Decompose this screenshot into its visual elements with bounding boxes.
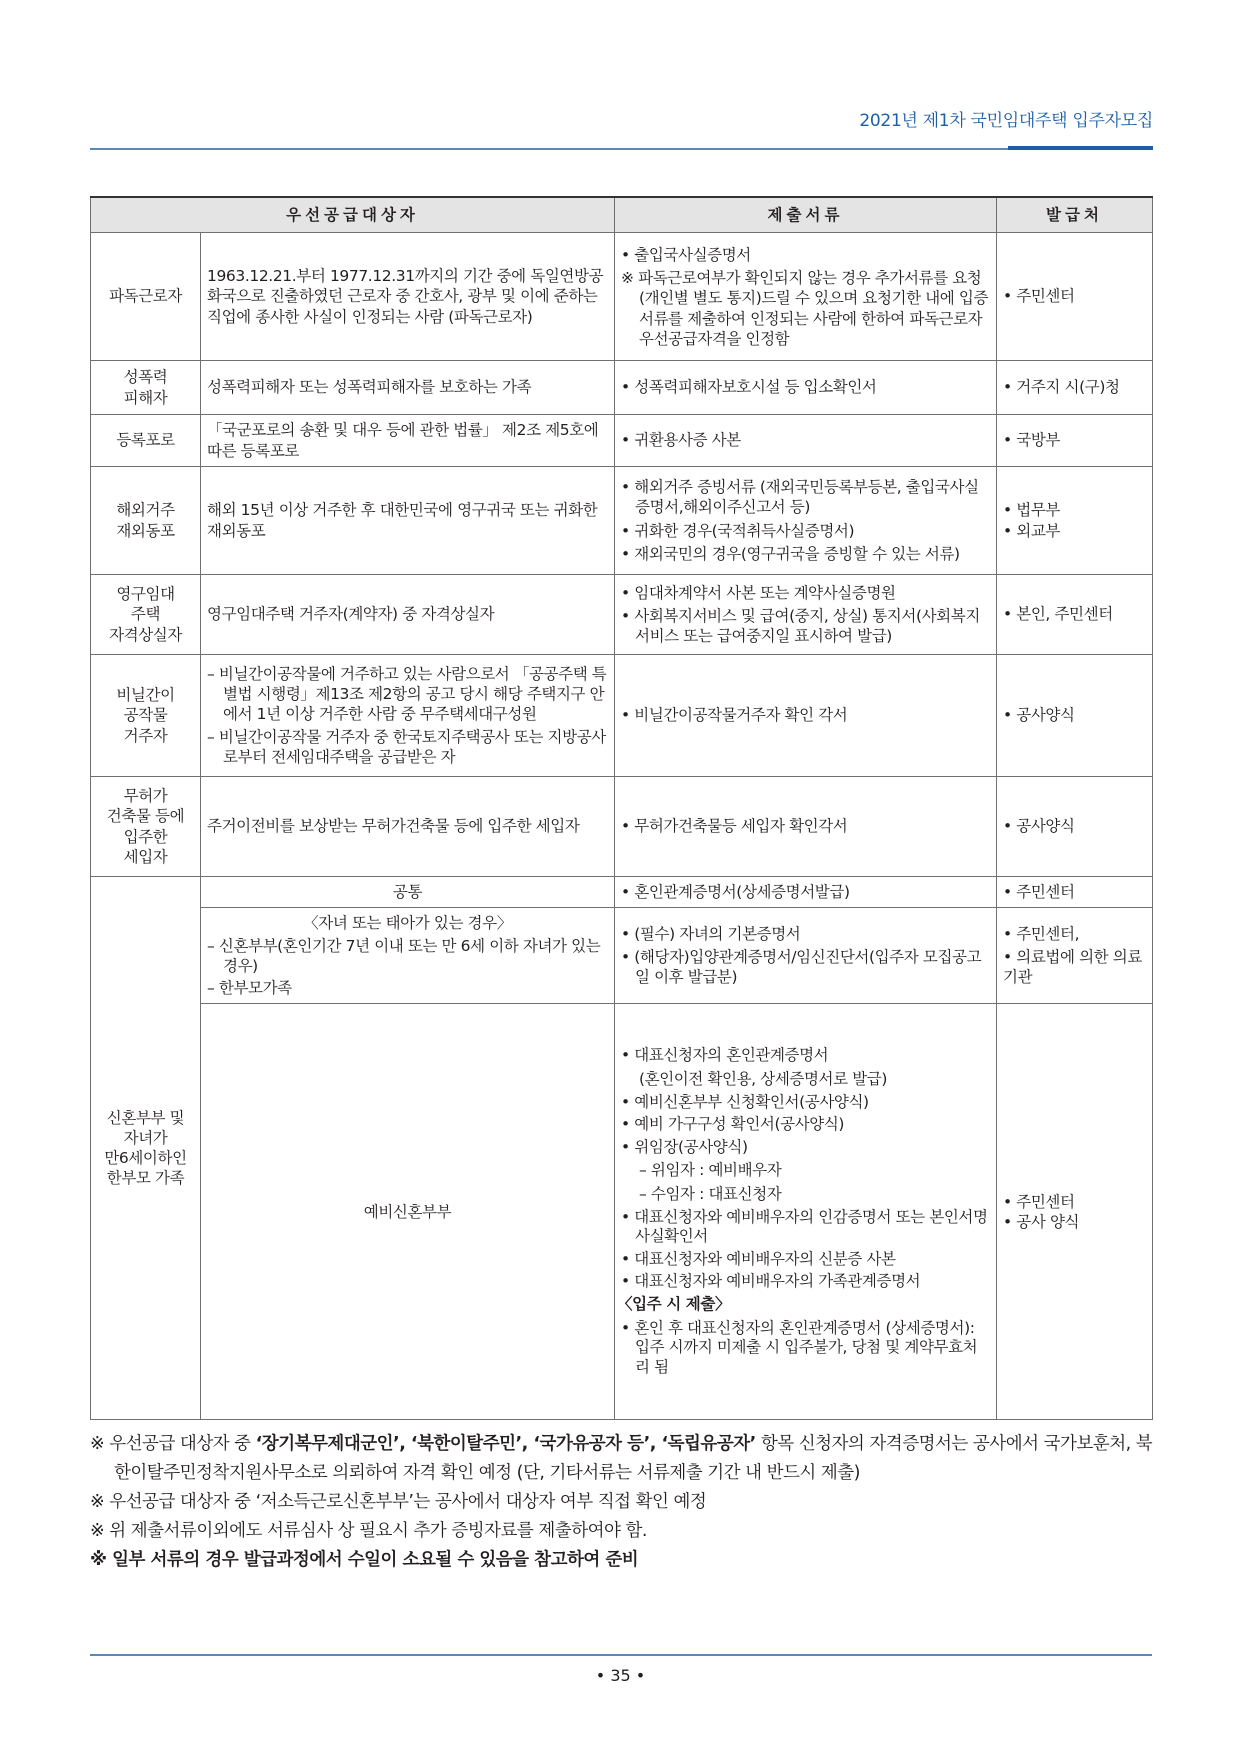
table-header-row [91,197,1153,233]
table-row [91,575,1153,655]
doc-subitem: – 위임자 : 예비배우자 [639,1161,782,1180]
docs-cell [615,877,997,908]
doc-item: • 대표신청자의 혼인관계증명서 [621,1046,829,1065]
issuer-cell: • 주민센터 [997,233,1153,361]
issuer-cell: • 공사양식 [997,655,1153,777]
target-cell [201,655,615,777]
target-cell: 해외 15년 이상 거주한 후 대한민국에 영구귀국 또는 귀화한 재외동포 [201,467,615,575]
table-row [91,877,1153,908]
target-cell: 「국군포로의 송환 및 대우 등에 관한 법률」 제2조 제5호에 따른 등록포로 [201,415,615,467]
category-cell: 파독근로자 [91,233,201,361]
target-cell: 주거이전비를 보상받는 무허가건축물 등에 입주한 세입자 [201,777,615,877]
header-rule [90,148,1008,150]
issuer-cell: • 주민센터 [997,877,1153,908]
move-in-heading: 〈입주 시 제출〉 [617,1295,731,1314]
target-cell: 공통 [201,877,615,908]
table-row [91,415,1153,467]
footnote: ※ 우선공급 대상자 중 ‘저소득근로신혼부부’는 공사에서 대상자 여부 직접 확인 예정 [90,1492,707,1512]
doc-item: • 귀화한 경우(국적취득사실증명서) [621,521,855,540]
table-row [91,655,1153,777]
target-cell: 영구임대주택 거주자(계약자) 중 자격상실자 [201,575,615,655]
target-item: – 비닐간이공작물 거주자 중 한국토지주택공사 또는 지방공사로부터 전세임대주택을 공급받은 자 [207,727,606,766]
doc-item: • 대표신청자와 예비배우자의 인감증명서 또는 본인서명사실확인서 [621,1207,988,1246]
docs-cell [615,655,997,777]
table-row [91,1004,1153,1420]
category-cell: 해외거주 재외동포 [91,467,201,575]
header-rule-accent [1008,146,1153,150]
doc-item: • 예비신혼부부 신청확인서(공사양식) [621,1093,869,1112]
footer-rule [90,1654,1152,1656]
children-heading: 〈자녀 또는 태아가 있는 경우〉 [303,914,512,933]
docs-cell [615,908,997,1004]
issuer-cell: • 주민센터 • 공사 양식 [997,1004,1153,1420]
target-item: – 신혼부부(혼인기간 7년 이내 또는 만 6세 이하 자녀가 있는 경우) [207,936,601,975]
docs-cell [615,467,997,575]
category-cell: 무허가 건축물 등에 입주한 세입자 [91,777,201,877]
doc-item: • (필수) 자녀의 기본증명서 [621,924,801,943]
category-cell: 등록포로 [91,415,201,467]
doc-item: • 혼인 후 대표신청자의 혼인관계증명서 (상세증명서): 입주 시까지 미제출 시 입주불가, 당첨 및 계약무효처리 됨 [621,1318,978,1376]
issuer-cell: • 거주지 시(구)청 [997,361,1153,415]
priority-supply-documents-table [90,196,1153,1420]
table-row [91,361,1153,415]
doc-item: • 해외거주 증빙서류 (재외국민등록부등본, 출입국사실증명서,해외이주신고서 등) [621,478,979,517]
footnotes [90,1430,1160,1575]
docs-cell [615,777,997,877]
doc-item: • 무허가건축물등 세입자 확인각서 [621,817,848,836]
footnote: ※ 우선공급 대상자 중 ‘장기복무제대군인’, ‘북한이탈주민’, ‘국가유공자 등’, ‘독립유공자’ 항목 신청자의 자격증명서는 공사에서 국가보훈처, 북한이탈주민정착지원사무소로 의뢰하여 자격 확인 예정 (단, 기타서류는 서류제출 기간 내 반드시 제출) [90,1434,1153,1483]
target-cell: 1963.12.21.부터 1977.12.31까지의 기간 중에 독일연방공화국으로 진출하였던 근로자 중 간호사, 광부 및 이에 준하는 직업에 종사한 사실이 인정되는 사람 (파독근로자) [201,233,615,361]
category-cell: 성폭력 피해자 [91,361,201,415]
col-header-docs: 제출서류 [615,197,997,233]
issuer-cell: • 공사양식 [997,777,1153,877]
table-row [91,233,1153,361]
docs-cell [615,575,997,655]
issuer-cell: • 본인, 주민센터 [997,575,1153,655]
category-cell: 영구임대 주택 자격상실자 [91,575,201,655]
footnote: ※ 위 제출서류이외에도 서류심사 상 필요시 추가 증빙자료를 제출하여야 함. [90,1521,647,1541]
doc-item: • 대표신청자와 예비배우자의 가족관계증명서 [621,1272,921,1291]
doc-item: • 귀환용사증 사본 [621,431,741,450]
page-number: • 35 • [595,1666,646,1685]
target-cell [201,908,615,1004]
target-cell: 예비신혼부부 [201,1004,615,1420]
docs-cell [615,361,997,415]
table-row [91,777,1153,877]
issuer-cell: • 법무부 • 외교부 [997,467,1153,575]
doc-item: • 성폭력피해자보호시설 등 입소확인서 [621,378,877,397]
issuer-item: • 주민센터, [1003,924,1080,943]
doc-item: • 재외국민의 경우(영구귀국을 증빙할 수 있는 서류) [621,544,960,563]
document-header-title: 2021년 제1차 국민임대주택 입주자모집 [859,111,1153,131]
doc-item: • 임대차계약서 사본 또는 계약사실증명원 [621,583,896,602]
doc-item: • 혼인관계증명서(상세증명서발급) [621,883,850,901]
doc-subitem: – 수임자 : 대표신청자 [639,1184,782,1203]
target-item: – 한부모가족 [207,978,292,997]
table-row [91,467,1153,575]
col-header-issuer: 발급처 [997,197,1153,233]
target-cell: 성폭력피해자 또는 성폭력피해자를 보호하는 가족 [201,361,615,415]
footnote-emphasis: ※ 일부 서류의 경우 발급과정에서 수일이 소요될 수 있음을 참고하여 준비 [90,1550,639,1570]
col-header-target: 우선공급대상자 [91,197,615,233]
docs-cell [615,415,997,467]
category-cell: 신혼부부 및 자녀가 만6세이하인 한부모 가족 [91,877,201,1420]
doc-item: • 위임장(공사양식) [621,1137,748,1156]
docs-cell [615,1004,997,1420]
doc-item: • 출입국사실증명서 [621,246,751,265]
doc-item: • 대표신청자와 예비배우자의 신분증 사본 [621,1249,896,1268]
issuer-cell: • 국방부 [997,415,1153,467]
category-cell: 비닐간이 공작물 거주자 [91,655,201,777]
doc-item: • 비닐간이공작물거주자 확인 각서 [621,706,848,725]
doc-subnote: (혼인이전 확인용, 상세증명서로 발급) [639,1069,887,1088]
target-item: – 비닐간이공작물에 거주하고 있는 사람으로서 「공공주택 특별법 시행령」제13조 제2항의 공고 당시 해당 주택지구 안에서 1년 이상 거주한 사람 중 무주택세대구성원 [207,665,607,724]
doc-item: • 예비 가구구성 확인서(공사양식) [621,1115,845,1134]
doc-item: • (해당자)입양관계증명서/임신진단서(입주자 모집공고일 이후 발급분) [621,948,982,987]
doc-note: ※ 파독근로여부가 확인되지 않는 경우 추가서류를 요청(개인별 별도 통지)드릴 수 있으며 요청기한 내에 입증서류를 제출하여 인정되는 사람에 한하여 파독근로자 우선공급자격을 인정함 [621,269,989,348]
doc-item: • 사회복지서비스 및 급여(중지, 상실) 통지서(사회복지서비스 또는 급여중지일 표시하여 발급) [621,606,980,646]
table-row [91,908,1153,1004]
docs-cell [615,233,997,361]
issuer-cell [997,908,1153,1004]
issuer-item: • 의료법에 의한 의료기관 [1003,948,1142,987]
